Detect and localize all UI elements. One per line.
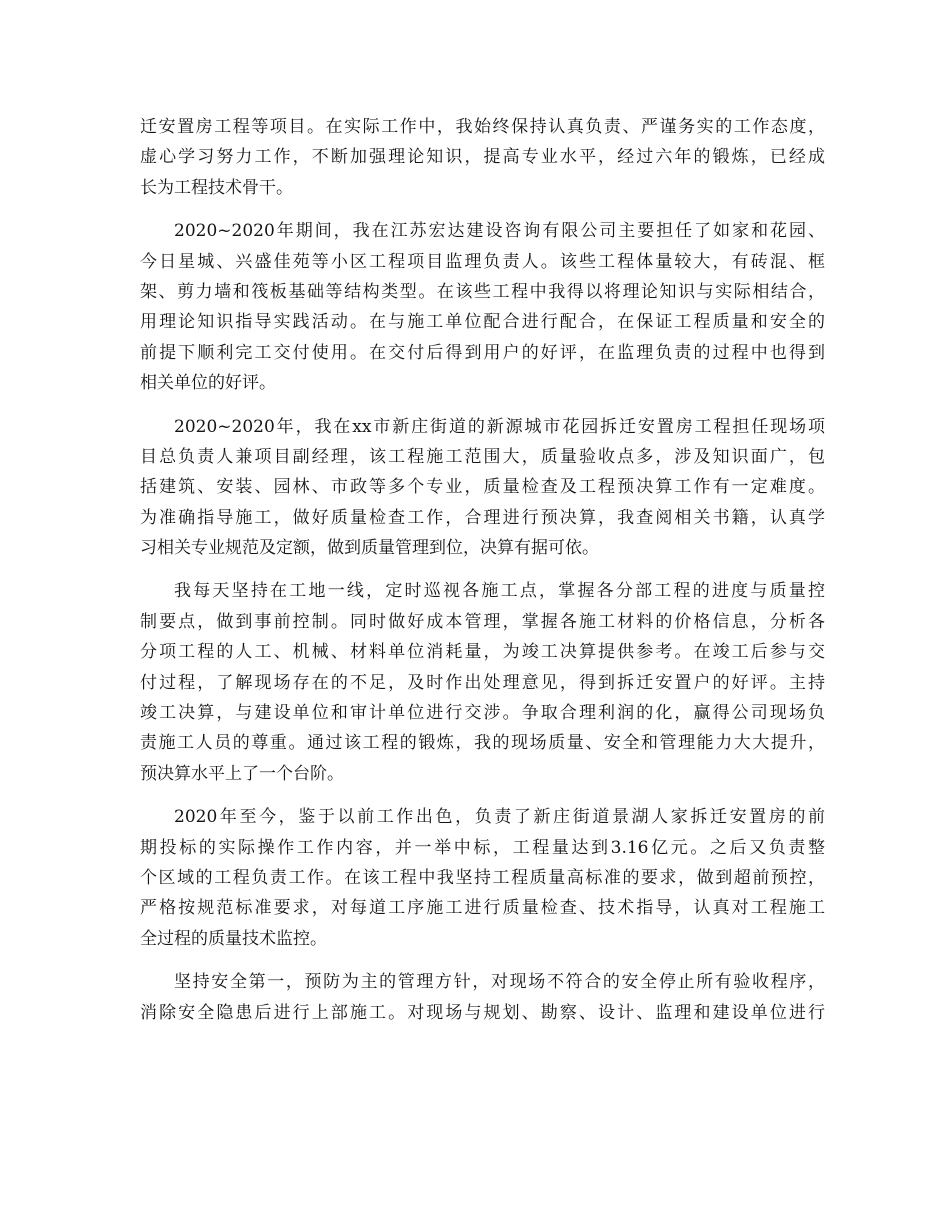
- text-line: 习相关专业规范及定额，做到质量管理到位，决算有据可依。: [140, 538, 599, 559]
- text-line: 虚心学习努力工作，不断加强理论知识，提高专业水平，经过六年的锻炼，已经成: [140, 147, 825, 168]
- text-line: 我每天坚持在工地一线，定时巡视各施工点，掌握各分部工程的进度与质量控: [174, 581, 825, 602]
- text-line: 严格按规范标准要求，对每道工序施工进行质量检查、技术指导，认真对工程施工: [140, 898, 825, 919]
- text-line: 长为工程技术骨干。: [140, 177, 293, 198]
- text-line: 用理论知识指导实践活动。在与施工单位配合进行配合，在保证工程质量和安全的: [140, 312, 825, 333]
- paragraph-2: [140, 216, 825, 398]
- text-line: 今日星城、兴盛佳苑等小区工程项目监理负责人。该些工程体量较大，有砖混、框: [140, 251, 825, 272]
- text-line: 架、剪力墙和筏板基础等结构类型。在该些工程中我得以将理论知识与实际相结合，: [140, 281, 825, 302]
- text-line: 付过程，了解现场存在的不足，及时作出处理意见，得到拆迁安置户的好评。主持: [140, 672, 825, 693]
- text-line: 相关单位的好评。: [140, 373, 276, 394]
- text-line: 为准确指导施工，做好质量检查工作，合理进行预决算，我查阅相关书籍，认真学: [140, 507, 825, 528]
- text-line: 制要点，做到事前控制。同时做好成本管理，掌握各施工材料的价格信息，分析各: [140, 611, 825, 632]
- text-line: 个区域的工程负责工作。在该工程中我坚持工程质量高标准的要求，做到超前预控，: [140, 867, 825, 888]
- paragraph-1: [140, 112, 825, 203]
- document-body: [140, 112, 825, 1041]
- text-line: 坚持安全第一，预防为主的管理方针，对现场不符合的安全停止所有验收程序，: [174, 972, 825, 993]
- text-line: 全过程的质量技术监控。: [140, 928, 327, 949]
- text-line: 2020年至今，鉴于以前工作出色，负责了新庄街道景湖人家拆迁安置房的前: [174, 807, 825, 828]
- paragraph-6: [140, 967, 825, 1028]
- text-line: 2020~2020年，我在xx市新庄街道的新源城市花园拆迁安置房工程担任现场项: [174, 416, 825, 437]
- text-line: 分项工程的人工、机械、材料单位消耗量，为竣工决算提供参考。在竣工后参与交: [140, 642, 825, 663]
- paragraph-3: [140, 412, 825, 564]
- text-line: 2020~2020年期间，我在江苏宏达建设咨询有限公司主要担任了如家和花园、: [174, 221, 825, 242]
- text-line: 目总负责人兼项目副经理，该工程施工范围大，质量验收点多，涉及知识面广，包: [140, 446, 825, 467]
- text-line: 预决算水平上了一个台阶。: [140, 763, 344, 784]
- text-line: 括建筑、安装、园林、市政等多个专业，质量检查及工程预决算工作有一定难度。: [140, 477, 825, 498]
- text-line: 消除安全隐患后进行上部施工。对现场与规划、勘察、设计、监理和建设单位进行: [140, 1002, 825, 1023]
- text-line: 前提下顺利完工交付使用。在交付后得到用户的好评，在监理负责的过程中也得到: [140, 342, 825, 363]
- text-line: 责施工人员的尊重。通过该工程的锻炼，我的现场质量、安全和管理能力大大提升，: [140, 733, 825, 754]
- paragraph-4: [140, 576, 825, 789]
- text-line: 期投标的实际操作工作内容，并一举中标，工程量达到3.16亿元。之后又负责整: [140, 837, 825, 858]
- text-line: 竣工决算，与建设单位和审计单位进行交涉。争取合理利润的化，赢得公司现场负: [140, 703, 825, 724]
- paragraph-5: [140, 802, 825, 954]
- text-line: 迁安置房工程等项目。在实际工作中，我始终保持认真负责、严谨务实的工作态度，: [140, 117, 825, 137]
